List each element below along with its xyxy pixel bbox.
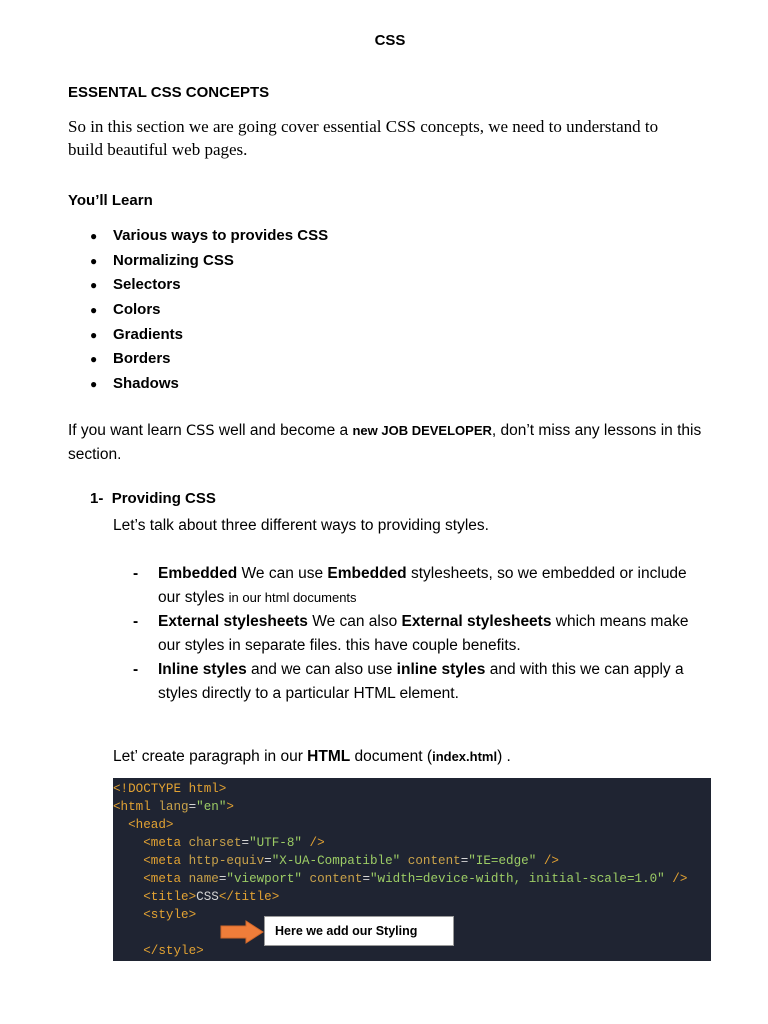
cta-text: well and become a <box>214 422 353 439</box>
list-item <box>68 372 328 397</box>
list-item <box>68 224 328 249</box>
callout-label: Here we add our Styling <box>264 916 454 946</box>
code-line: <style> <box>143 908 197 922</box>
cta-text: If you want learn <box>68 422 187 439</box>
cta-text: section. <box>68 446 122 463</box>
cta-text: , don’t miss any lessons in this <box>491 422 702 439</box>
list-item <box>68 249 328 274</box>
learn-list <box>68 224 328 397</box>
code-line: <title>CSS</title> <box>143 890 280 904</box>
list-item-label: Colors <box>113 301 161 319</box>
list-item-text: Inline styles and we can also use inline styles and with this we can apply a styles directly to a particular HTML element. <box>158 661 684 702</box>
providing-number: 1- <box>90 490 104 507</box>
code-line: <html lang="en"> <box>113 800 234 814</box>
bullet-icon: ● <box>90 303 98 318</box>
cta-css: CSS <box>186 423 215 439</box>
list-item <box>68 273 328 298</box>
intro-line-1: So in this section we are going cover essential CSS concepts, we need to understand to <box>68 117 659 136</box>
intro-line-2: build beautiful web pages. <box>68 140 248 159</box>
list-item <box>68 347 328 372</box>
dash-marker: - <box>133 613 139 630</box>
section-heading: ESSENTAL CSS CONCEPTS <box>68 84 270 101</box>
list-item-label: Gradients <box>113 325 184 343</box>
create-paragraph-text: Let’ create paragraph in our HTML document (index.html) . <box>113 748 511 765</box>
providing-title: Providing CSS <box>111 490 216 507</box>
providing-subtitle: Let’s talk about three different ways to providing styles. <box>113 517 489 534</box>
providing-heading <box>90 490 216 507</box>
bullet-icon: ● <box>90 278 98 293</box>
list-item-label: Shadows <box>113 375 179 393</box>
code-line: <head> <box>128 818 174 832</box>
bullet-icon: ● <box>90 352 98 367</box>
document-title: CSS <box>374 32 406 49</box>
bullet-icon: ● <box>90 229 98 243</box>
code-line: <meta http-equiv="X-UA-Compatible" content="IE=edge" /> <box>143 854 559 868</box>
code-line: <meta name="viewport" content="width=device-width, initial-scale=1.0" /> <box>143 872 688 886</box>
dash-marker: - <box>133 661 139 678</box>
list-item <box>113 610 713 658</box>
list-item-label: Borders <box>113 350 171 368</box>
list-item-label: Various ways to provides CSS <box>113 227 329 244</box>
list-item <box>113 658 713 706</box>
list-item-text: Embedded We can use Embedded stylesheets, so we embedded or include our styles in our html documents <box>158 565 687 606</box>
code-line: <meta charset="UTF-8" /> <box>143 836 325 850</box>
code-line: <!DOCTYPE html> <box>113 782 227 796</box>
code-line: </style> <box>143 944 204 958</box>
list-item <box>68 323 328 348</box>
arrow-right-icon <box>220 920 264 944</box>
list-item-label: Normalizing CSS <box>113 251 234 269</box>
cta-paragraph <box>68 419 728 467</box>
list-item-label: Selectors <box>113 276 181 294</box>
cta-job: JOB DEVELOPER <box>381 423 492 438</box>
list-item-text: External stylesheets We can also External stylesheets which means make our styles in separate files. this have couple benefits. <box>158 613 689 654</box>
learn-heading: You’ll Learn <box>68 192 153 209</box>
bullet-icon: ● <box>90 377 98 392</box>
bullet-icon: ● <box>90 253 98 268</box>
bullet-icon: ● <box>90 327 98 342</box>
list-item <box>68 298 328 323</box>
cta-new: new <box>352 423 382 438</box>
dash-marker: - <box>133 565 139 582</box>
list-item <box>113 562 713 610</box>
